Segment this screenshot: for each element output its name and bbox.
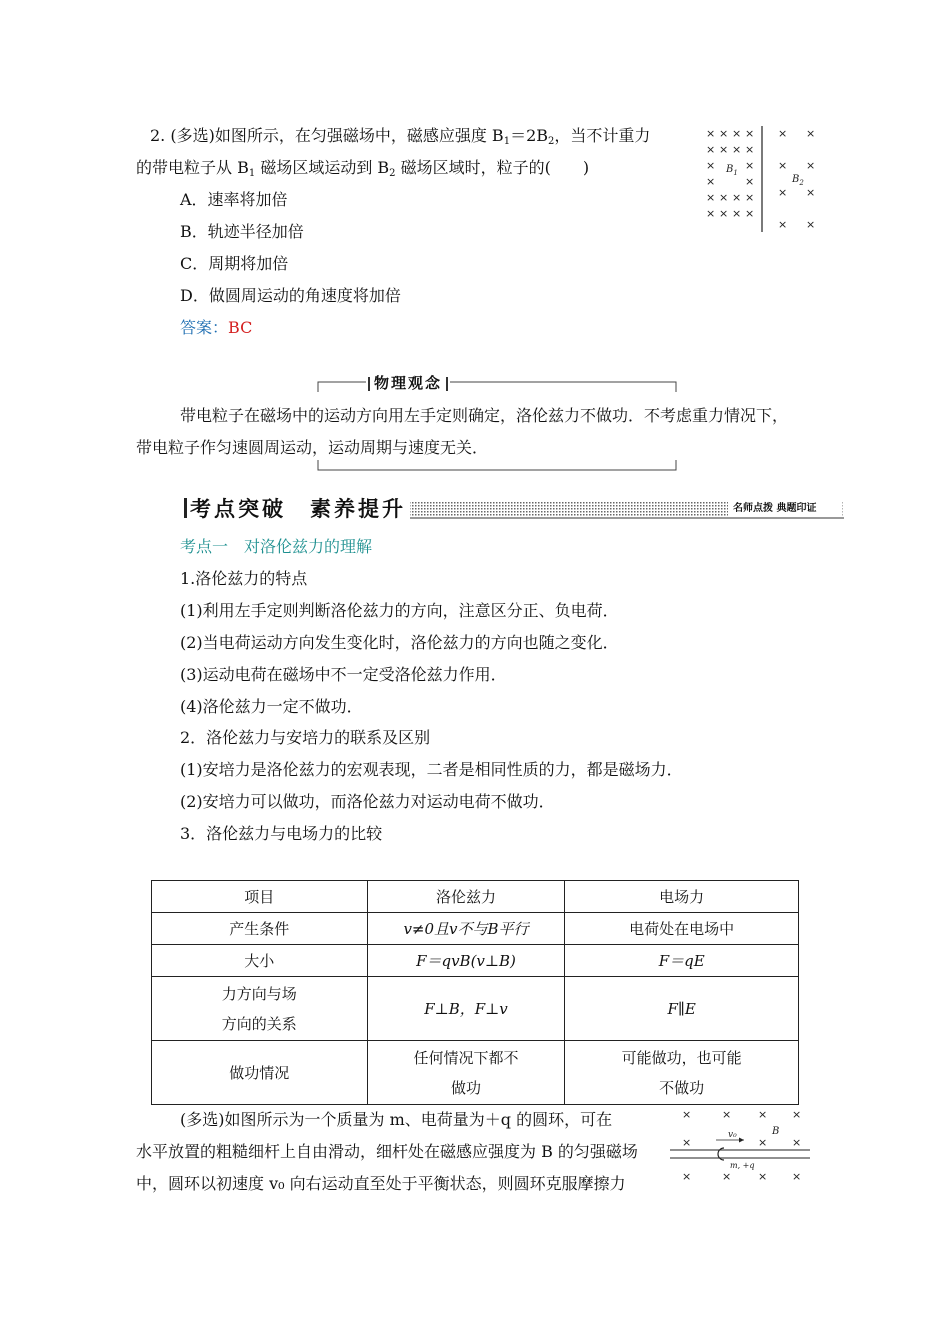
b1-label: $B_1$ <box>726 164 738 177</box>
section-line: (1)利用左手定则判断洛伦兹力的方向，注意区分正、负电荷． <box>180 601 619 620</box>
table-row <box>152 1041 799 1105</box>
table-cell <box>367 1041 565 1105</box>
field-cross: × <box>732 207 742 220</box>
banner-subtitle: 名师点拨 典题印证 <box>733 503 817 514</box>
cell-line: 做功 <box>450 1078 481 1097</box>
field-cross: × <box>792 1170 802 1183</box>
table-cell: F⊥B，F⊥v <box>367 977 565 1041</box>
ring-rod-figure <box>668 1106 818 1188</box>
table-row <box>152 977 799 1041</box>
section-line: (4)洛伦兹力一定不做功． <box>180 697 363 716</box>
mq-label: m, +q <box>730 1161 755 1170</box>
section-line: 1.洛伦兹力的特点 <box>180 569 308 588</box>
field-cross: × <box>732 191 742 204</box>
field-cross: × <box>806 186 816 199</box>
field-cross: × <box>706 159 716 172</box>
section-line: 3．洛伦兹力与电场力的比较 <box>180 824 383 843</box>
question2-line1: 2. (多选)如图所示，在匀强磁场中，磁感应强度 $B_1=2B_2$，当不计重力 <box>150 126 651 147</box>
field-cross: × <box>732 127 742 140</box>
question2-line2: 的带电粒子从 $B_1$ 磁场区域运动到 $B_2$ 磁场区域时，粒子的( ) <box>136 158 590 179</box>
answer: 答案：BC <box>180 318 253 337</box>
section-line: (2)当电荷运动方向发生变化时，洛伦兹力的方向也随之变化． <box>180 633 619 652</box>
section-line: 2．洛伦兹力与安培力的联系及区别 <box>180 728 431 747</box>
question3-line1: (多选)如图所示为一个质量为 m、电荷量为＋q 的圆环，可在 <box>180 1110 613 1129</box>
option-c: C．周期将加倍 <box>180 254 289 273</box>
field-cross: × <box>778 159 788 172</box>
concept-line2: 带电粒子作匀速圆周运动，运动周期与速度无关． <box>136 438 489 457</box>
magnetic-field-figure <box>700 124 820 236</box>
table-cell: 做功情况 <box>152 1041 368 1105</box>
field-cross: × <box>792 1136 802 1149</box>
table-header-row <box>152 881 799 913</box>
field-cross: × <box>745 175 755 188</box>
comparison-table <box>151 880 799 1105</box>
v0-label: v₀ <box>728 1130 737 1140</box>
table-cell: 大小 <box>152 945 368 977</box>
table-cell: F＝qvB(v⊥B) <box>367 945 565 977</box>
b2-label: $B_2$ <box>792 174 804 187</box>
table-row <box>152 945 799 977</box>
table-header: 洛伦兹力 <box>367 881 565 913</box>
field-cross: × <box>806 218 816 231</box>
field-cross: × <box>719 207 729 220</box>
option-a: A．速率将加倍 <box>180 190 288 209</box>
section-line: (2)安培力可以做功，而洛伦兹力对运动电荷不做功． <box>180 792 555 811</box>
field-cross: × <box>778 127 788 140</box>
concept-line1: 带电粒子在磁场中的运动方向用左手定则确定，洛伦兹力不做功．不考虑重力情况下， <box>180 406 789 425</box>
b-label: B <box>772 1126 780 1137</box>
field-cross: × <box>806 127 816 140</box>
field-cross: × <box>758 1170 768 1183</box>
field-cross: × <box>719 191 729 204</box>
concept-title: 物理观念 <box>366 372 450 394</box>
table-cell: v≠0且v不与B平行 <box>367 913 565 945</box>
table-cell: 电荷处在电场中 <box>565 913 799 945</box>
field-cross: × <box>706 175 716 188</box>
table-cell: F＝qE <box>565 945 799 977</box>
table-row <box>152 913 799 945</box>
field-cross: × <box>706 207 716 220</box>
table-cell <box>152 977 368 1041</box>
question3-line2: 水平放置的粗糙细杆上自由滑动，细杆处在磁感应强度为 B 的匀强磁场 <box>136 1142 638 1161</box>
table-cell: F∥E <box>565 977 799 1041</box>
table-cell: 产生条件 <box>152 913 368 945</box>
cell-line: 任何情况下都不 <box>413 1048 519 1067</box>
field-cross: × <box>745 159 755 172</box>
option-d: D．做圆周运动的角速度将加倍 <box>180 286 401 305</box>
section-heading: 考点一 对洛伦兹力的理解 <box>180 537 373 556</box>
field-cross: × <box>682 1108 692 1121</box>
field-cross: × <box>758 1136 768 1149</box>
field-cross: × <box>722 1170 732 1183</box>
field-cross: × <box>682 1170 692 1183</box>
field-cross: × <box>745 127 755 140</box>
field-cross: × <box>745 207 755 220</box>
field-cross: × <box>778 218 788 231</box>
section-line: (3)运动电荷在磁场中不一定受洛伦兹力作用． <box>180 665 507 684</box>
section-line: (1)安培力是洛伦兹力的宏观表现，二者是相同性质的力，都是磁场力． <box>180 760 683 779</box>
cell-line: 方向的关系 <box>221 1014 297 1033</box>
table-cell <box>565 1041 799 1105</box>
field-cross: × <box>719 143 729 156</box>
field-cross: × <box>732 143 742 156</box>
field-cross: × <box>706 191 716 204</box>
option-b: B．轨迹半径加倍 <box>180 222 304 241</box>
field-cross: × <box>682 1136 692 1149</box>
cell-line: 不做功 <box>659 1078 705 1097</box>
banner-title: 考点突破 素养提升 <box>190 497 406 521</box>
field-cross: × <box>778 186 788 199</box>
field-cross: × <box>806 159 816 172</box>
field-cross: × <box>792 1108 802 1121</box>
table-header: 项目 <box>152 881 368 913</box>
field-cross: × <box>722 1108 732 1121</box>
question3-line3: 中，圆环以初速度 v₀ 向右运动直至处于平衡状态，则圆环克服摩擦力 <box>136 1174 626 1193</box>
field-cross: × <box>745 143 755 156</box>
field-cross: × <box>745 191 755 204</box>
field-cross: × <box>758 1108 768 1121</box>
table-header: 电场力 <box>565 881 799 913</box>
cell-line: 可能做功，也可能 <box>621 1048 742 1067</box>
field-cross: × <box>719 127 729 140</box>
field-cross: × <box>706 127 716 140</box>
field-cross: × <box>706 143 716 156</box>
cell-line: 力方向与场 <box>221 984 297 1003</box>
